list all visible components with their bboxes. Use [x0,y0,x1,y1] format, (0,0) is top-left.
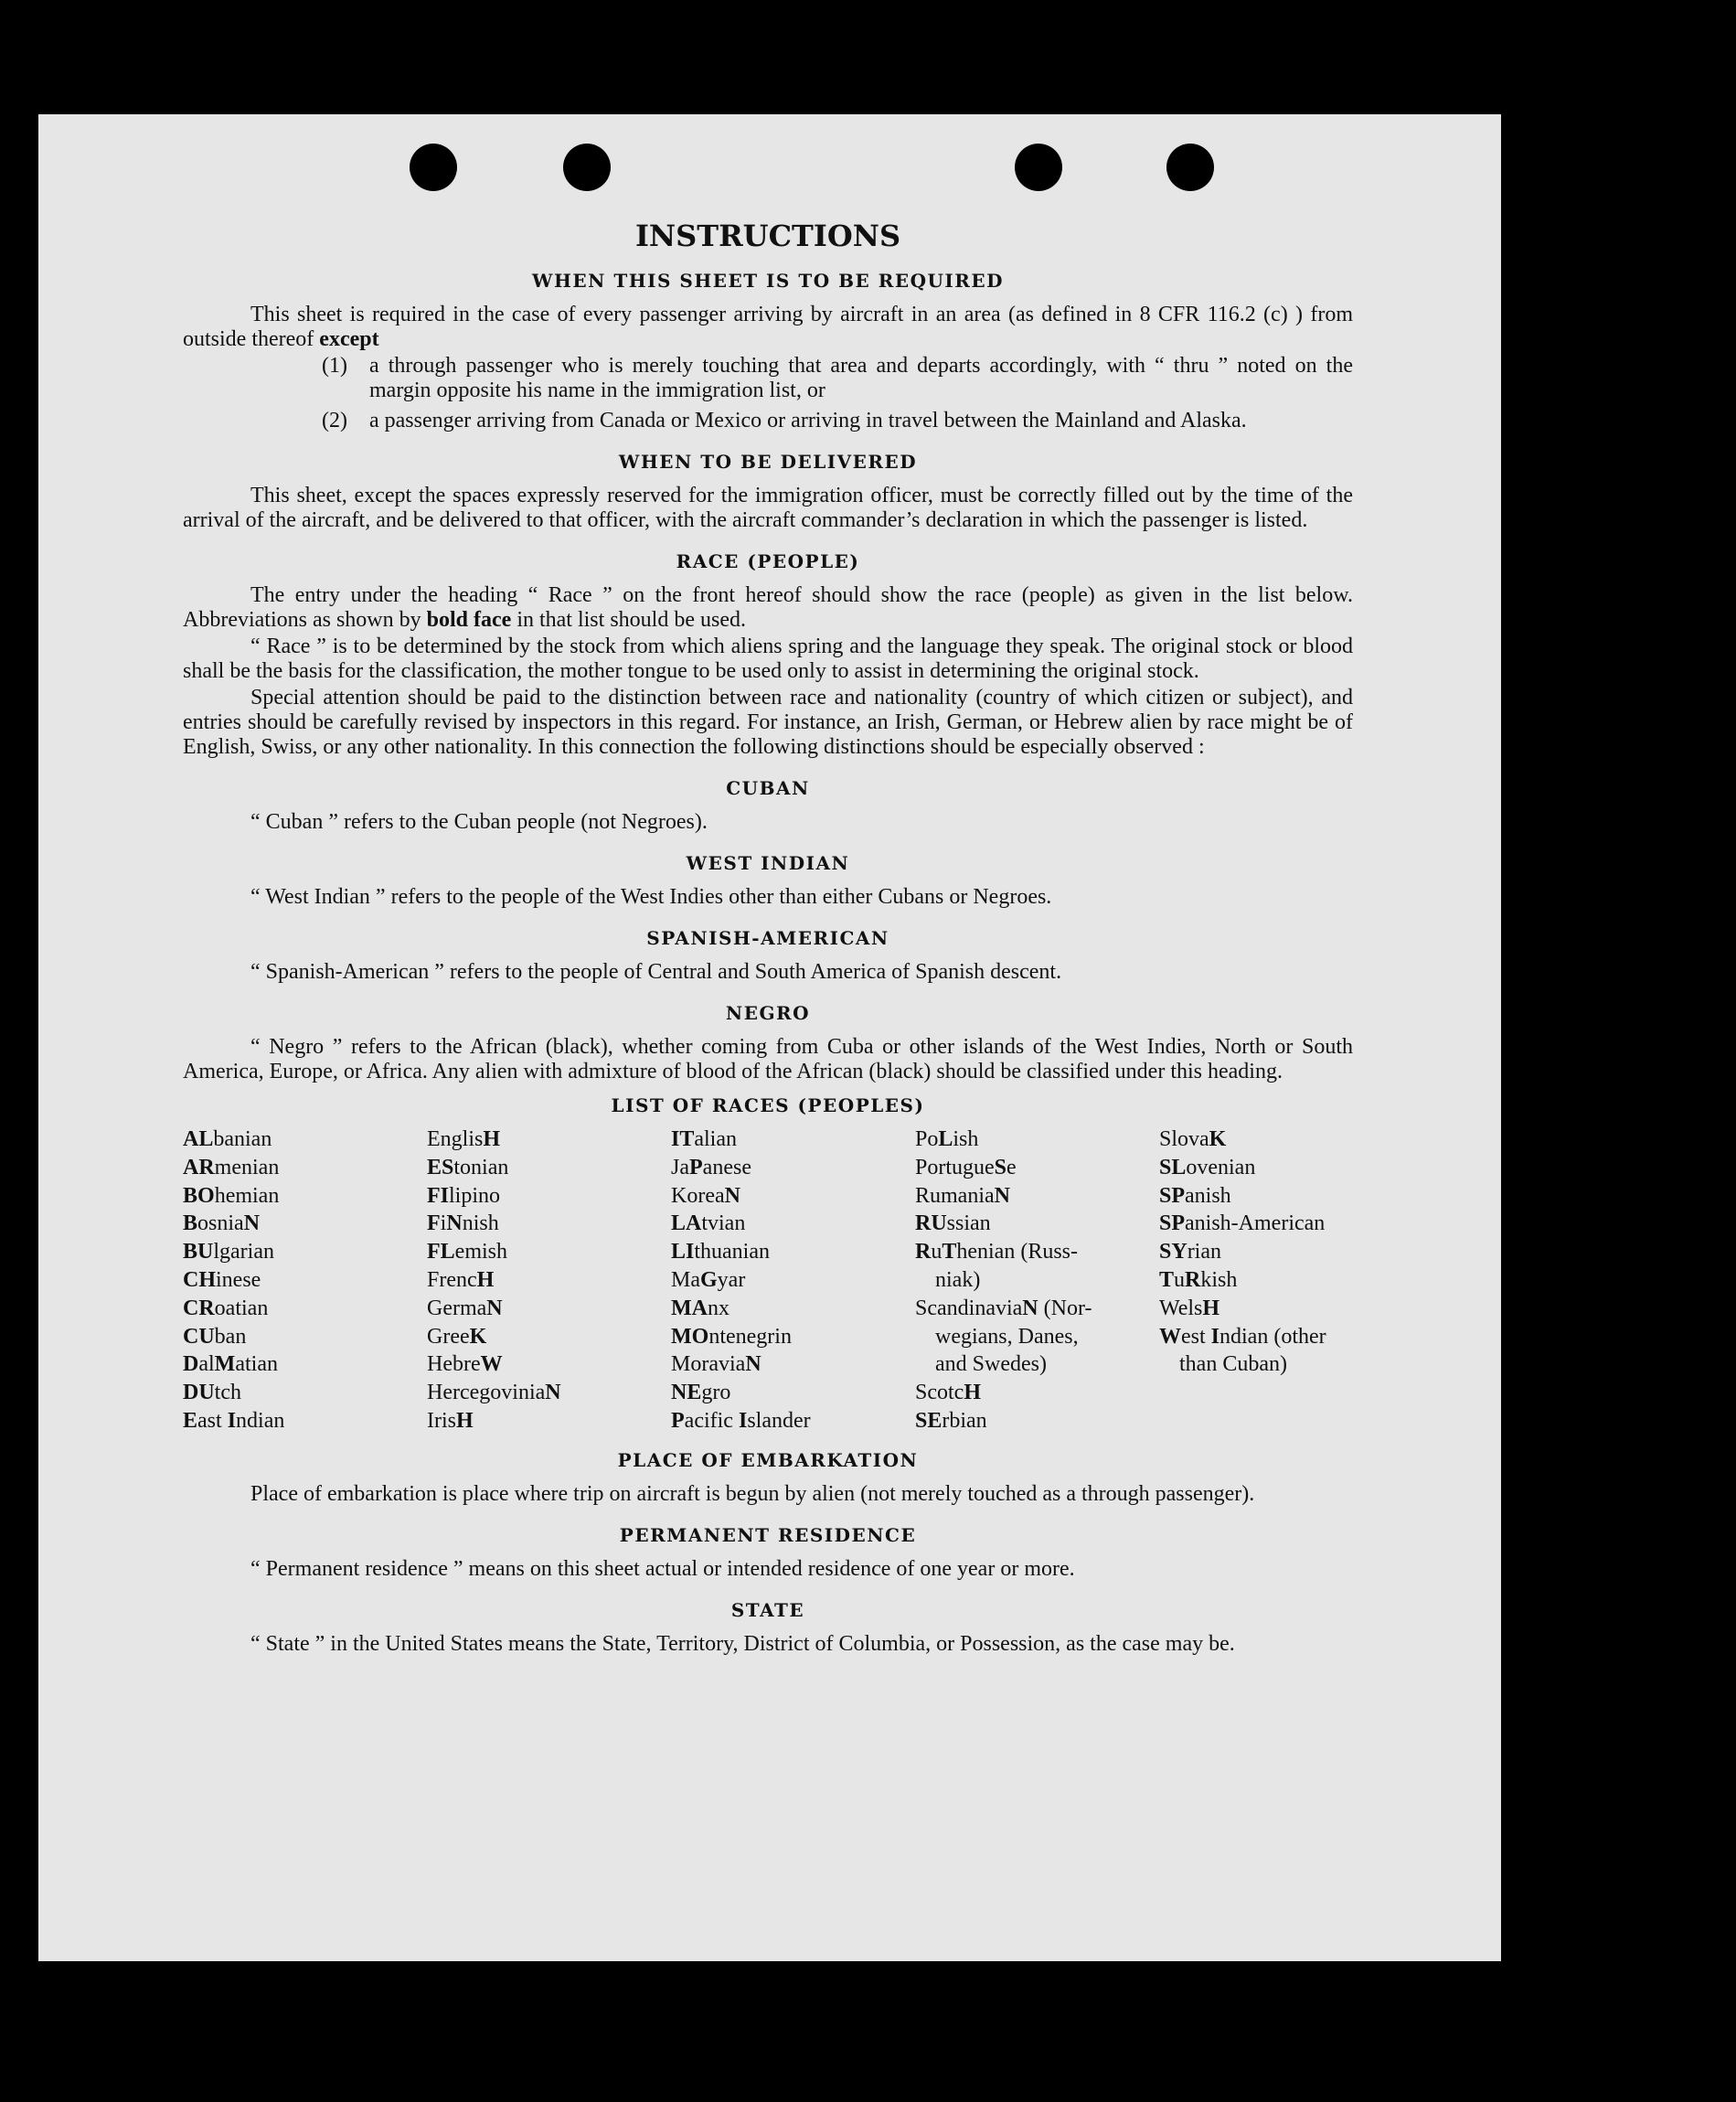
race-text: rbian [942,1408,987,1433]
section-list-of-races [183,1094,1353,1435]
race-abbrev: ES [427,1155,454,1179]
race-text: nx [707,1296,730,1320]
race-abbrev: T [942,1240,957,1264]
text-run: in that list should be used. [511,608,746,632]
section-text: “ Negro ” refers to the African (black), whether coming from Cuba or other islands of the West Indies, North or South America, Europe, or Africa. Any alien with admixture of blood of the African (black) should be classified under this heading. [183,1035,1353,1083]
section-heading: WHEN TO BE DELIVERED [618,451,918,473]
race-text: Moravia [671,1352,746,1377]
race-text: hemian [214,1183,280,1208]
race-abbrev: K [469,1324,487,1349]
section-residence [183,1523,1353,1582]
race-text: Frenc [427,1267,477,1292]
race-text: atian [235,1352,278,1377]
race-text: tonian [453,1155,509,1179]
race-text: Gree [427,1324,470,1349]
race-abbrev: P [671,1408,685,1433]
section-embarkation [183,1448,1353,1507]
race-text: e [1006,1155,1017,1179]
race-text: than Cuban) [1179,1352,1287,1377]
race-text: tch [214,1381,241,1405]
section-heading: LIST OF RACES (PEOPLES) [611,1094,925,1116]
race-text: Po [915,1127,939,1151]
item-text: a through passenger who is merely touching that area and departs accordingly, with “ thru ” noted on the margin opposite his name in the immigration list, or [369,354,1353,402]
race-text: ndian (other [1219,1324,1326,1349]
section-heading: RACE (PEOPLE) [676,550,860,572]
race-entry [183,1379,427,1407]
section-state [183,1598,1353,1657]
race-abbrev: G [700,1267,718,1292]
race-column [1159,1126,1403,1435]
race-text: Englis [427,1127,484,1151]
section-heading: PLACE OF EMBARKATION [617,1448,919,1471]
race-abbrev: H [456,1408,474,1433]
race-paragraph-2: “ Race ” is to be determined by the stock from which aliens spring and the language they speak. The original stock or blood shall be the basis for the classification, the mother tongue to be used only to assist in determining the original stock. [183,635,1353,683]
race-text: Slova [1159,1127,1209,1151]
race-text: acific [684,1408,739,1433]
section-delivered [183,450,1353,533]
race-abbrev: CU [183,1324,215,1349]
race-entry [1159,1126,1403,1154]
race-abbrev: SE [915,1408,943,1433]
race-text: banian [213,1127,272,1151]
race-abbrev: SP [1159,1211,1186,1236]
race-abbrev: M [214,1352,236,1377]
race-text: anese [702,1155,751,1179]
section-text: “ Cuban ” refers to the Cuban people (not Negroes). [250,810,708,834]
race-entry [671,1266,915,1295]
section-heading: WHEN THIS SHEET IS TO BE REQUIRED [532,270,1004,292]
race-entry [183,1266,427,1295]
race-entry [427,1238,671,1266]
race-abbrev: L [938,1127,953,1151]
item-number: (1) [322,354,347,378]
race-entry [1159,1266,1403,1295]
race-abbrev: W [480,1352,503,1377]
race-abbrev: AL [183,1127,214,1151]
race-abbrev: MO [671,1324,709,1349]
race-entry [427,1407,671,1435]
section-text: “ State ” in the United States means the State, Territory, District of Columbia, or Possession, as the case may be. [250,1631,1235,1656]
race-text: Germa [427,1296,487,1320]
race-entry [671,1210,915,1238]
document-sheet [38,114,1501,1961]
section-required [183,269,1353,433]
race-entry [671,1407,915,1435]
race-text: Hercegovinia [427,1381,546,1405]
race-abbrev: D [183,1352,199,1377]
race-entry [1159,1154,1403,1182]
race-abbrev: I [227,1408,237,1433]
section-heading: SPANISH-AMERICAN [646,927,889,949]
race-text: menian [214,1155,280,1179]
punch-hole [1015,144,1062,191]
race-text: lipino [449,1183,501,1208]
race-abbrev: R [915,1240,932,1264]
race-abbrev: H [1202,1296,1220,1320]
race-abbrev: NE [671,1381,702,1405]
intro-bold: except [319,327,379,351]
race-abbrev: CR [183,1296,215,1320]
race-entry [671,1238,915,1266]
race-entry [915,1407,1159,1435]
race-abbrev: N [724,1183,740,1208]
race-paragraph-3: Special attention should be paid to the distinction between race and nationality (country of which citizen or subject), and entries should be carefully revised by inspectors in this regard. For instance, an Irish, German, or Hebrew alien by race might be of English, Swiss, or any other nationality. In this connection the following distinctions should be especially observed : [183,686,1353,759]
race-entry [183,1407,427,1435]
race-entry [183,1154,427,1182]
race-abbrev: H [964,1381,981,1405]
text-bold: bold face [426,608,512,632]
race-abbrev: N [1022,1296,1038,1320]
race-abbrev: N [545,1381,561,1405]
race-entry [671,1182,915,1211]
section-text: “ Spanish-American ” refers to the people of Central and South America of Spanish descent. [250,960,1062,984]
required-intro [183,303,1353,352]
race-text: anish [1185,1183,1231,1208]
race-entry [915,1154,1159,1182]
race-text: and Swedes) [935,1352,1047,1377]
race-text: gro [701,1381,731,1405]
race-text: ast [197,1408,228,1433]
race-entry [183,1295,427,1323]
race-abbrev: H [476,1267,495,1292]
race-abbrev: E [183,1408,198,1433]
race-entry [1159,1238,1403,1266]
race-entry [427,1154,671,1182]
punch-hole [1166,144,1214,191]
race-text: u [931,1240,943,1264]
race-text: ish [953,1127,979,1151]
race-entry [427,1182,671,1211]
section-negro [183,1001,1353,1084]
race-abbrev: B [183,1211,198,1236]
race-abbrev: SY [1159,1240,1188,1264]
race-text: Iris [427,1408,456,1433]
race-text: Ma [671,1267,700,1292]
race-text: Scotc [915,1381,964,1405]
race-entry [915,1126,1159,1154]
race-abbrev: BO [183,1183,215,1208]
race-text: anish-American [1185,1211,1326,1236]
race-text: emish [454,1240,507,1264]
race-entry [1159,1295,1403,1323]
race-abbrev: AR [183,1155,215,1179]
race-abbrev: LA [671,1211,702,1236]
race-text: est [1181,1324,1211,1349]
race-text: ntenegrin [708,1324,792,1349]
race-text: alian [694,1127,737,1151]
race-entry [915,1210,1159,1238]
race-entry [915,1182,1159,1211]
race-abbrev: SL [1159,1155,1187,1179]
race-text: oatian [214,1296,269,1320]
race-entry [183,1210,427,1238]
section-west-indian [183,851,1353,910]
text-run: The entry under the heading “ Race ” on the front hereof should show the race (people) as given in the list below. Abbreviations as shown by [183,583,1353,632]
race-abbrev: BU [183,1240,214,1264]
section-cuban [183,776,1353,835]
race-abbrev: N [446,1211,463,1236]
section-heading: STATE [730,1598,805,1621]
section-text: Place of embarkation is place where trip on aircraft is begun by alien (not merely touched as a through passenger). [250,1481,1255,1506]
race-abbrev: K [1209,1127,1227,1151]
race-abbrev: FI [427,1183,449,1208]
punch-hole [563,144,611,191]
list-item [322,354,1353,403]
race-text: slander [747,1408,811,1433]
punch-hole [410,144,457,191]
race-entry [183,1182,427,1211]
race-entry [427,1295,671,1323]
race-text: al [198,1352,215,1377]
race-entry [1159,1323,1403,1351]
race-text: Rumania [915,1183,995,1208]
race-abbrev: IT [671,1127,695,1151]
race-column [427,1126,671,1435]
race-text: kish [1200,1267,1238,1292]
race-column [915,1126,1159,1435]
race-abbrev: FL [427,1240,455,1264]
section-heading: PERMANENT RESIDENCE [619,1523,917,1546]
race-text: wegians, Danes, [935,1324,1079,1349]
race-entry [427,1323,671,1351]
race-abbrev: N [243,1211,261,1236]
race-entry [671,1126,915,1154]
race-entry [183,1238,427,1266]
race-paragraph-1 [183,583,1353,633]
race-entry [915,1266,1159,1295]
race-text: Portugue [915,1155,995,1179]
race-abbrev: MA [671,1296,708,1320]
section-heading: WEST INDIAN [686,852,850,874]
races-table [183,1126,1353,1435]
race-abbrev: P [689,1155,703,1179]
item-number: (2) [322,409,347,432]
race-text: niak) [935,1267,981,1292]
race-entry [183,1323,427,1351]
race-entry [183,1126,427,1154]
race-abbrev: I [1210,1324,1220,1349]
race-entry [915,1379,1159,1407]
race-text: osnia [197,1211,244,1236]
race-text: yar [717,1267,746,1292]
race-text: inese [216,1267,261,1292]
race-entry [915,1295,1159,1323]
race-entry [671,1295,915,1323]
race-text: nish [462,1211,499,1236]
race-entry [671,1154,915,1182]
race-text: lgarian [213,1240,274,1264]
race-abbrev: N [486,1296,503,1320]
race-text: Wels [1159,1296,1203,1320]
race-abbrev: RU [915,1211,947,1236]
race-entry [427,1266,671,1295]
section-text: “ West Indian ” refers to the people of the West Indies other than either Cubans or Negroes. [250,885,1052,909]
section-spanish-american [183,926,1353,985]
race-abbrev: R [1185,1267,1201,1292]
race-abbrev: I [738,1408,748,1433]
race-text: ndian [236,1408,285,1433]
race-text: henian (Russ- [956,1240,1079,1264]
race-abbrev: N [745,1352,761,1377]
race-entry [915,1323,1159,1351]
section-race [183,550,1353,760]
list-item [322,409,1353,433]
race-abbrev: LI [671,1240,695,1264]
race-entry [183,1350,427,1379]
race-text: (Nor- [1038,1296,1092,1320]
race-text: Scandinavia [915,1296,1023,1320]
race-entry [671,1323,915,1351]
item-text: a passenger arriving from Canada or Mexico or arriving in travel between the Mainland and Alaska. [369,409,1247,432]
race-text: Korea [671,1183,725,1208]
race-text: thuanian [694,1240,770,1264]
intro-text: This sheet is required in the case of every passenger arriving by aircraft in an area (as defined in 8 CFR 116.2 (c) ) from outside thereof [183,303,1353,351]
race-abbrev: T [1159,1267,1175,1292]
race-text: i [440,1211,447,1236]
race-text: u [1174,1267,1186,1292]
race-abbrev: N [994,1183,1010,1208]
section-heading: NEGRO [725,1002,811,1024]
race-text: rian [1187,1240,1221,1264]
race-abbrev: CH [183,1267,216,1292]
race-entry [1159,1182,1403,1211]
race-column [671,1126,915,1435]
instructions-body [183,219,1353,1673]
race-text: tvian [701,1211,746,1236]
race-text: Hebre [427,1352,481,1377]
race-text: ovenian [1186,1155,1256,1179]
race-entry [915,1350,1159,1379]
section-text: This sheet, except the spaces expressly reserved for the immigration officer, must be correctly filled out by the time of the arrival of the aircraft, and be delivered to that officer, with the aircraft commander’s declaration in which the passenger is listed. [183,484,1353,532]
race-abbrev: S [994,1155,1007,1179]
race-abbrev: SP [1159,1183,1186,1208]
race-column [183,1126,427,1435]
race-abbrev: F [427,1211,441,1236]
race-entry [427,1210,671,1238]
race-entry [427,1350,671,1379]
page-title: INSTRUCTIONS [634,219,901,253]
race-entry [1159,1210,1403,1238]
race-entry [1159,1350,1403,1379]
race-entry [671,1379,915,1407]
race-entry [671,1350,915,1379]
race-text: Ja [671,1155,689,1179]
race-text: ban [214,1324,247,1349]
race-entry [427,1126,671,1154]
section-heading: CUBAN [726,777,810,799]
race-abbrev: DU [183,1381,215,1405]
race-entry [915,1238,1159,1266]
race-abbrev: W [1159,1324,1181,1349]
race-text: ssian [946,1211,991,1236]
section-text: “ Permanent residence ” means on this sheet actual or intended residence of one year or more. [250,1556,1075,1581]
race-entry [427,1379,671,1407]
race-abbrev: H [483,1127,501,1151]
